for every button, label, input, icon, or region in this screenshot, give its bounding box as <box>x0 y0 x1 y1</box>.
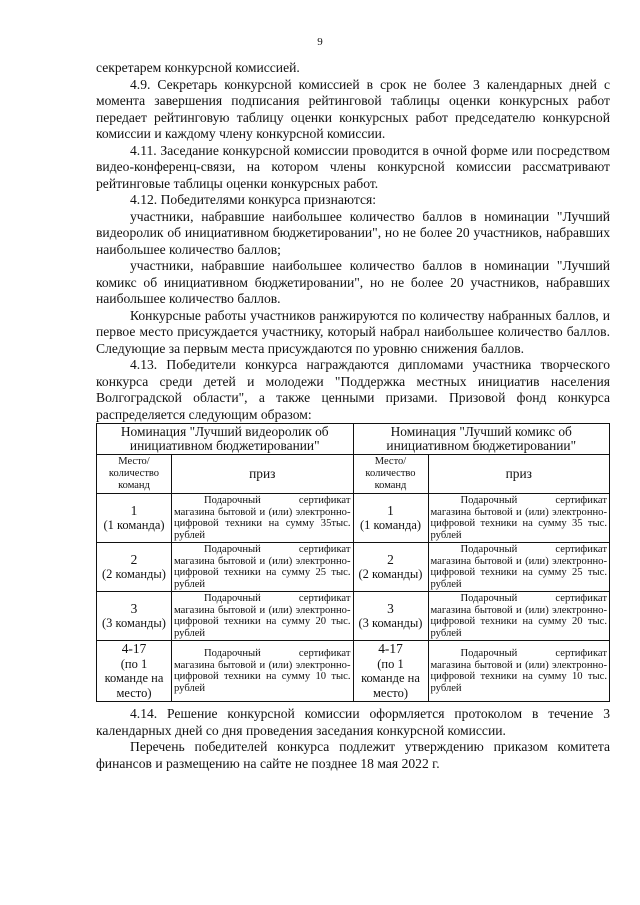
prize-cell <box>428 592 610 641</box>
place-cell <box>97 543 172 592</box>
prize-cell <box>172 592 354 641</box>
team-count: (3 команды) <box>102 616 166 630</box>
page-number: 9 <box>317 36 323 48</box>
prize-text: Подарочный сертификат магазина бытовой и (или) электронно-цифровой техники на сумму 20 тыс. рублей <box>430 593 607 639</box>
place-number: 2 <box>130 551 138 567</box>
prize-cell <box>428 494 610 543</box>
place-cell <box>97 641 172 702</box>
table-row <box>97 543 610 592</box>
prize-text: Подарочный сертификат магазина бытовой и (или) электронно-цифровой техники на сумму 35 тыс. рублей <box>430 495 607 541</box>
prize-cell <box>428 641 610 702</box>
paragraph: секретарем конкурсной комиссией. <box>96 60 300 75</box>
team-count: (2 команды) <box>358 567 423 581</box>
team-count: (1 команда) <box>103 518 165 532</box>
paragraph: участники, набравшие наибольшее количество баллов в номинации "Лучший видеоролик об инициативном бюджетировании", но не более 20 участников, набравших наибольшее количество баллов; <box>96 208 610 257</box>
place-number: 3 <box>387 600 394 616</box>
paragraph: 4.11. Заседание конкурсной комиссии проводится в очной форме или посредством видео-конференц-связи, на котором члены конкурсной комиссии рассматривают рейтинговые таблицы оценки конкурсных работ. <box>96 142 610 191</box>
paragraphs-top <box>96 60 610 423</box>
team-count: (1 команда) <box>359 518 422 532</box>
place-column-header: Место/ количество команд <box>353 455 428 494</box>
table-row <box>97 592 610 641</box>
place-number: 4-17 <box>378 641 403 656</box>
prize-column-header: приз <box>172 455 354 494</box>
place-cell <box>97 592 172 641</box>
paragraph: 4.14. Решение конкурсной комиссии оформляется протоколом в течение 3 календарных дней со дня проведения заседания конкурсной комиссии. <box>96 706 610 738</box>
place-cell <box>353 592 428 641</box>
prize-cell <box>428 543 610 592</box>
place-number: 3 <box>130 600 138 616</box>
prize-text: Подарочный сертификат магазина бытовой и (или) электронно-цифровой техники на сумму 10 тыс. рублей <box>174 648 351 694</box>
table-row <box>97 494 610 543</box>
prize-column-header: приз <box>428 455 610 494</box>
place-cell <box>97 494 172 543</box>
place-cell <box>353 641 428 702</box>
paragraph: Перечень победителей конкурса подлежит утверждению приказом комитета финансов и размещению на сайте не позднее 18 мая 2022 г. <box>96 739 610 771</box>
prize-cell <box>172 641 354 702</box>
place-number: 1 <box>130 502 138 518</box>
document-body <box>96 60 610 772</box>
prize-rows <box>97 494 610 702</box>
nomination-video-header: Номинация "Лучший видеоролик об инициативном бюджетировании" <box>97 424 354 455</box>
paragraphs-bottom <box>96 706 610 772</box>
place-cell <box>353 494 428 543</box>
prize-text: Подарочный сертификат магазина бытовой и (или) электронно-цифровой техники на сумму 25 тыс. рублей <box>174 544 351 590</box>
team-count: (3 команды) <box>358 616 423 630</box>
paragraph: участники, набравшие наибольшее количество баллов в номинации "Лучший комикс об инициативном бюджетировании", но не более 20 участников, набравших наибольшее количество баллов. <box>96 258 610 306</box>
prize-table <box>96 423 610 702</box>
table-row <box>97 641 610 702</box>
place-number: 2 <box>387 551 394 567</box>
paragraph: 4.13. Победители конкурса награждаются дипломами участника творческого конкурса среди детей и молодежи "Поддержка местных инициатив населения Волгоградской области", а также ценными призами. Призовой фонд конкурса распределяется следующим образом: <box>96 357 610 422</box>
paragraph: 4.9. Секретарь конкурсной комиссией в срок не более 3 календарных дней с момента завершения подписания рейтинговой таблицы оценки конкурсных работ передает рейтинговую таблицу оценки конкурсных работ председателю конкурсной комиссии и каждому члену конкурсной комиссии. <box>96 76 610 141</box>
prize-text: Подарочный сертификат магазина бытовой и (или) электронно-цифровой техники на сумму 25 тыс. рублей <box>430 544 607 590</box>
team-count: (2 команды) <box>102 567 166 581</box>
nomination-comic-header: Номинация "Лучший комикс об инициативном бюджетировании" <box>353 424 610 455</box>
team-count: (по 1 команде на место) <box>361 656 420 700</box>
prize-cell <box>172 543 354 592</box>
paragraph: Конкурсные работы участников ранжируются по количеству набранных баллов, и первое место присуждается участнику, который набрал наибольшее количество баллов. Следующие за первым места присуждаются по уровню снижения баллов. <box>96 307 610 356</box>
prize-text: Подарочный сертификат магазина бытовой и (или) электронно-цифровой техники на сумму 35тыс. рублей <box>174 495 351 541</box>
place-number: 1 <box>387 502 394 518</box>
place-column-header: Место/ количество команд <box>97 455 172 494</box>
prize-cell <box>172 494 354 543</box>
prize-text: Подарочный сертификат магазина бытовой и (или) электронно-цифровой техники на сумму 10 тыс. рублей <box>430 648 607 694</box>
paragraph: 4.12. Победителями конкурса признаются: <box>130 192 377 207</box>
place-number: 4-17 <box>121 641 147 656</box>
place-cell <box>353 543 428 592</box>
team-count: (по 1 команде на место) <box>104 656 164 700</box>
prize-text: Подарочный сертификат магазина бытовой и (или) электронно-цифровой техники на сумму 20 тыс. рублей <box>174 593 351 639</box>
